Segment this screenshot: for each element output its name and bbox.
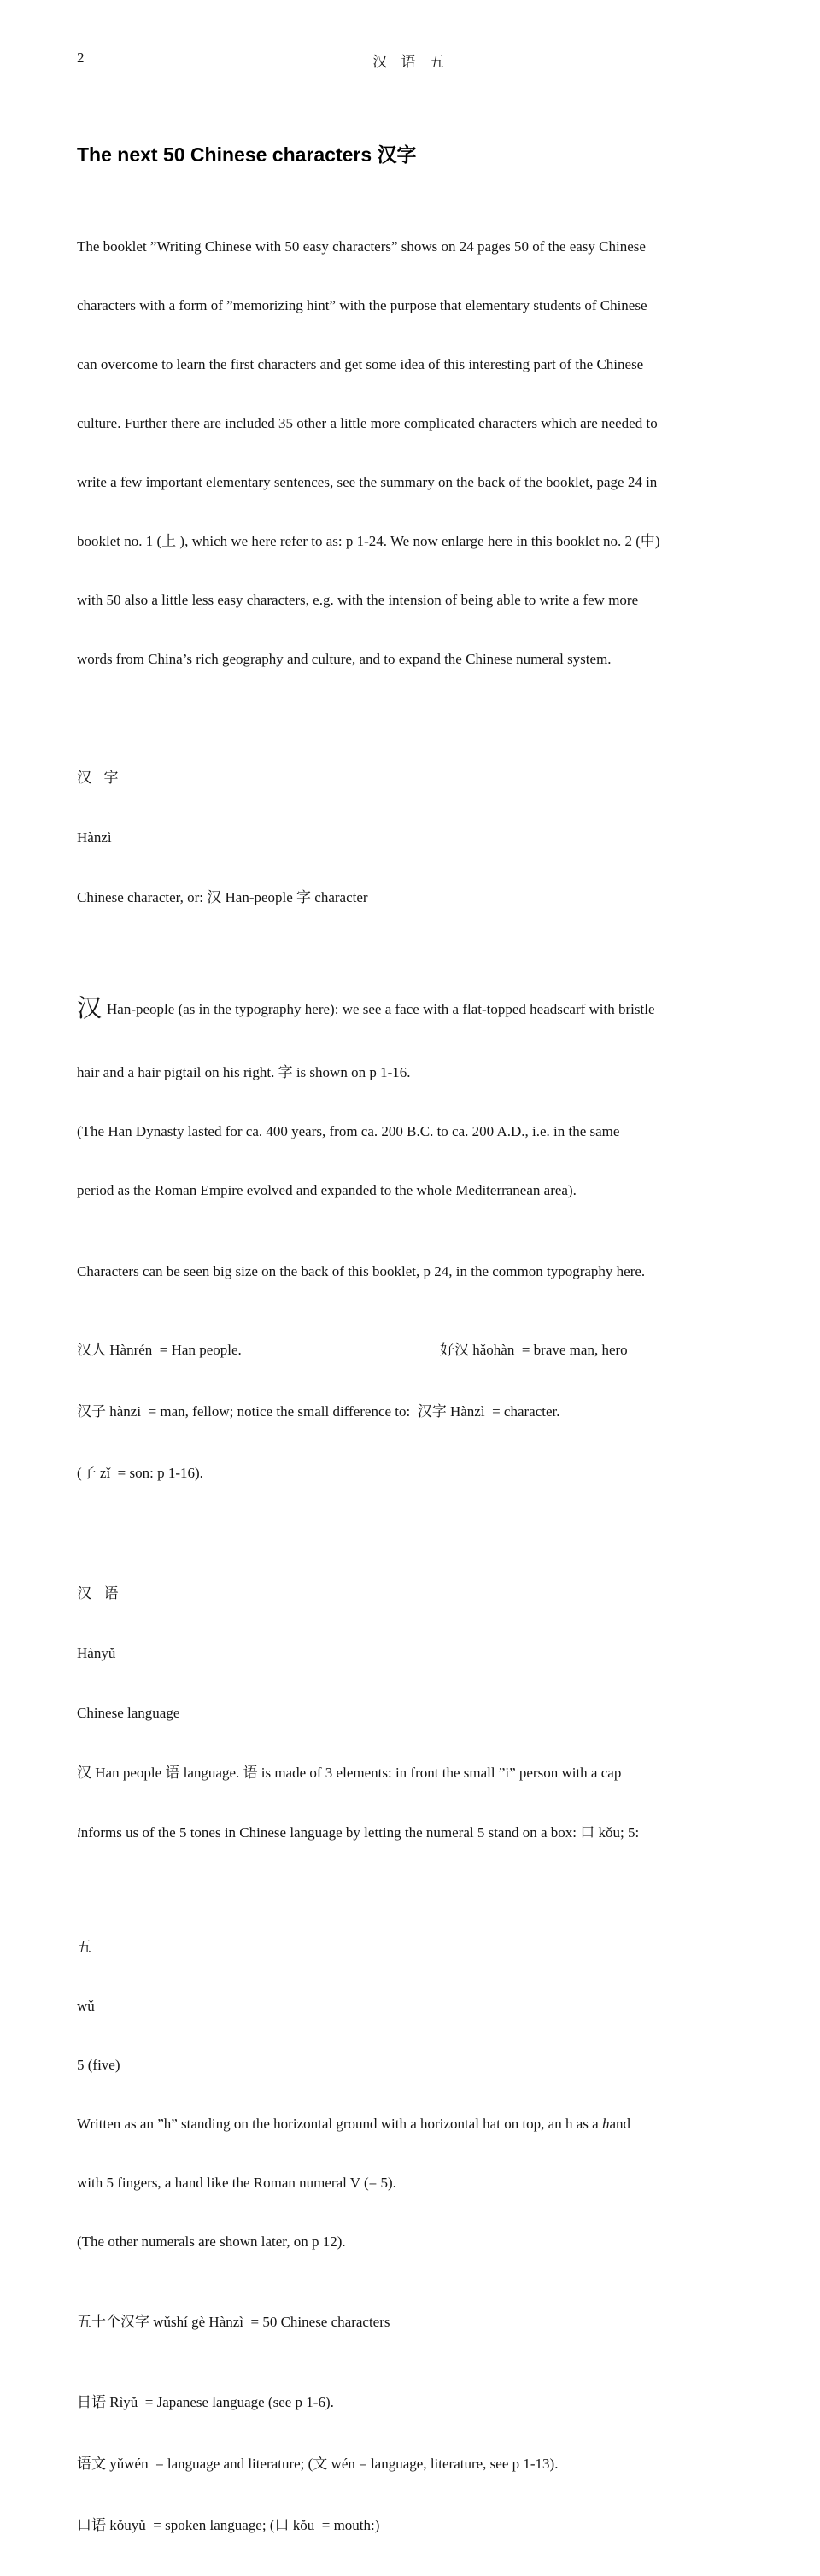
intro-line: characters with a form of ”memorizing hint” with the purpose that elementary students of Chinese (77, 297, 647, 313)
intro-paragraph (77, 197, 745, 708)
intro-line: can overcome to learn the first characters and get some idea of this interesting part of the Chinese (77, 356, 644, 372)
vocab-kouyu: 口语 kǒuyǔ = spoken language; (口 kǒu = mouth:) (77, 2517, 380, 2533)
entry-hanyu (77, 1544, 745, 1882)
italic-i: i (77, 1824, 81, 1841)
dynasty-note-line-2: period as the Roman Empire evolved and expanded to the whole Mediterranean area). (77, 1182, 577, 1198)
entry-hanyu-description-1: 汉 Han people 语 language. 语 is made of 3 elements: in front the small ”i” person with a cap (77, 1765, 622, 1781)
description-line-1 (77, 995, 745, 1023)
entry-hanyu-meaning: Chinese language (77, 1705, 180, 1721)
entry-hanyu-characters: 汉 语 (77, 1585, 120, 1601)
vocabulary-list (77, 2352, 745, 2576)
page-title: The next 50 Chinese characters 汉字 (77, 143, 417, 166)
example-row (77, 1339, 745, 1361)
entry-wu-description-1 (77, 2114, 745, 2134)
page-number: 2 (77, 50, 85, 66)
description-part-2: and (609, 2116, 630, 2132)
description-text: Han-people (as in the typography here): we see a face with a flat-topped headscarf with bristle (107, 1001, 655, 1017)
hanzi-examples (77, 1300, 745, 1524)
intro-line: culture. Further there are included 35 other a little more complicated characters which are needed to (77, 415, 658, 431)
entry-hanzi-meaning: Chinese character, or: 汉 Han-people 字 character (77, 889, 368, 905)
vocab-riyu: 日语 Rìyǔ = Japanese language (see p 1-6). (77, 2394, 334, 2410)
italic-h: h (601, 2116, 610, 2132)
entry-hanyu-pinyin: Hànyǔ (77, 1645, 116, 1661)
dynasty-note-line-1: (The Han Dynasty lasted for ca. 400 years, from ca. 200 B.C. to ca. 200 A.D., i.e. in the same (77, 1123, 620, 1139)
example-zi-son: (子 zǐ = son: p 1-16). (77, 1465, 203, 1481)
entry-wu-pinyin: wǔ (77, 1998, 95, 2014)
example-hanren: 汉人 Hànrén = Han people. (77, 1342, 242, 1358)
intro-line: booklet no. 1 (上 ), which we here refer to as: p 1-24. We now enlarge here in this booklet no. 2 (中) (77, 533, 660, 549)
entry-hanzi-header (77, 729, 745, 947)
page-header (77, 50, 745, 70)
entry-wu-note: (The other numerals are shown later, on p 12). (77, 2234, 346, 2250)
entry-wu (77, 1898, 745, 2291)
vocab-yuwen: 语文 yǔwén = language and literature; (文 wén = language, literature, see p 1-13). (77, 2456, 559, 2472)
intro-line: The booklet ”Writing Chinese with 50 easy characters” shows on 24 pages 50 of the easy Chinese (77, 238, 646, 255)
intro-line: write a few important elementary sentences, see the summary on the back of the booklet, page 24 in (77, 474, 658, 490)
entry-wu-character: 五 (77, 1939, 91, 1955)
entry-wu-meaning: 5 (five) (77, 2057, 120, 2073)
intro-line: with 50 also a little less easy characters, e.g. with the intension of being able to write a few more (77, 592, 639, 608)
entry-hanyu-description-2 (77, 1823, 745, 1843)
entry-hanzi-characters: 汉 字 (77, 770, 120, 786)
big-han-character: 汉 (77, 995, 102, 1022)
entry-wu-description-2: with 5 fingers, a hand like the Roman numeral V (= 5). (77, 2175, 396, 2191)
description-line-2: hair and a hair pigtail on his right. 字 is shown on p 1-16. (77, 1064, 411, 1080)
example-hanzi-man: 汉子 hànzi = man, fellow; notice the small difference to: 汉字 Hànzì = character. (77, 1403, 560, 1420)
example-haohan: 好汉 hǎohàn = brave man, hero (440, 1342, 628, 1358)
description-part-1: Written as an ”h” standing on the horizontal ground with a horizontal hat on top, an h as a (77, 2116, 602, 2132)
fifty-characters-line: 五十个汉字 wǔshí gè Hànzì = 50 Chinese characters (77, 2314, 390, 2330)
typography-note: Characters can be seen big size on the back of this booklet, p 24, in the common typography here. (77, 1263, 646, 1279)
entry-hanzi-pinyin: Hànzì (77, 829, 112, 846)
header-running-title: 汉 语 五 (372, 54, 449, 70)
intro-line: words from China’s rich geography and culture, and to expand the Chinese numeral system. (77, 651, 612, 667)
description-rest: nforms us of the 5 tones in Chinese language by letting the numeral 5 stand on a box: 口 kǒu; 5: (80, 1824, 640, 1841)
entry-hanzi-description (77, 956, 745, 1239)
